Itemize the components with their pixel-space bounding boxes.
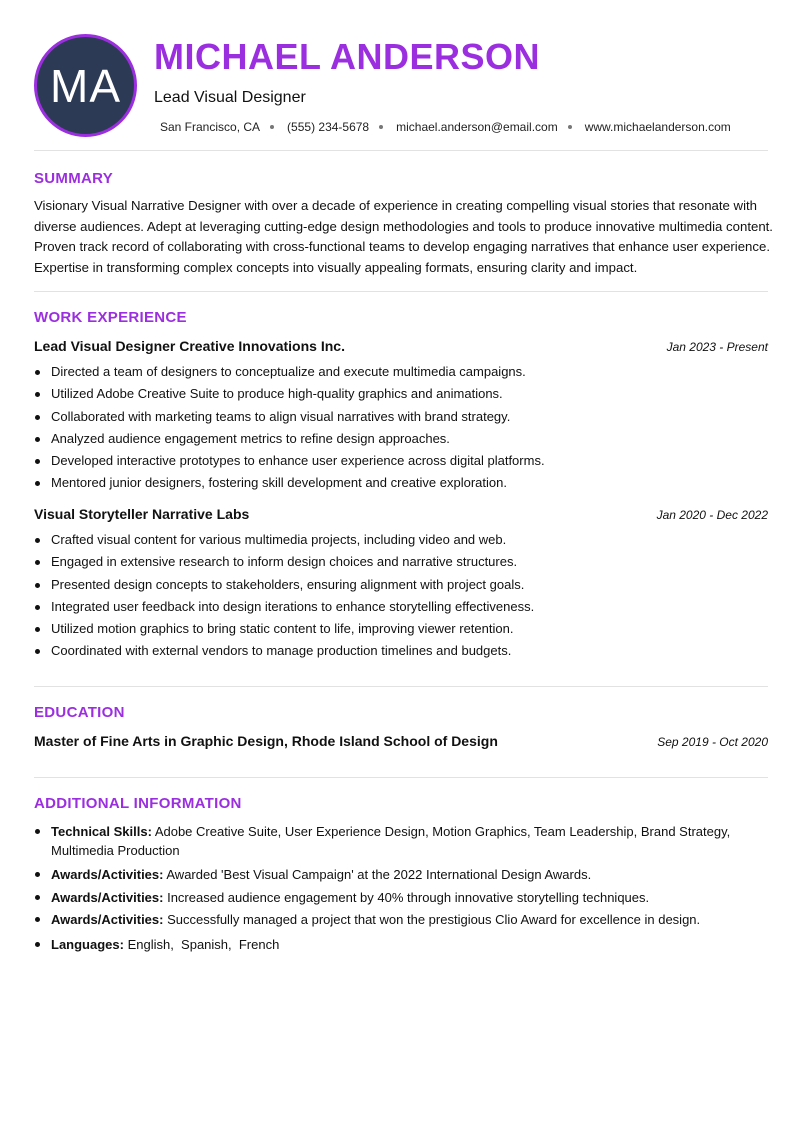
avatar xyxy=(34,34,137,137)
list-item xyxy=(51,910,771,929)
summary-text: Visionary Visual Narrative Designer with over a decade of experience in creating compelling visual stories that resonate with diverse audiences. Adept at leveraging cutting-edge design methodologies and tools to produce innovative multimedia content. Proven track record of collaborating with cross-functional teams to develop engaging narratives that enhance user experience. Expertise in transforming complex concepts into visually appealing formats, ensuring clarity and impact. xyxy=(34,198,773,275)
contact-line xyxy=(160,120,731,134)
info-text: Successfully managed a project that won the prestigious Clio Award for excellence in design. xyxy=(163,912,701,927)
list-item: Developed interactive prototypes to enhance user experience across digital platforms. xyxy=(51,450,771,472)
info-label: Languages: xyxy=(51,937,124,952)
separator-dot xyxy=(379,125,383,129)
summary-heading: SUMMARY xyxy=(34,170,114,187)
divider xyxy=(34,686,768,687)
education-degree: Master of Fine Arts in Graphic Design, Rhode Island School of Design xyxy=(34,733,498,749)
contact-location: San Francisco, CA xyxy=(160,120,261,134)
candidate-name: MICHAEL ANDERSON xyxy=(154,36,541,77)
info-text: Awarded 'Best Visual Campaign' at the 2022 International Design Awards. xyxy=(163,867,592,882)
list-item: Presented design concepts to stakeholders, ensuring alignment with project goals. xyxy=(51,574,771,596)
education-entry xyxy=(34,733,768,753)
list-item: Integrated user feedback into design iterations to enhance storytelling effectiveness. xyxy=(51,596,771,618)
list-item: Directed a team of designers to conceptualize and execute multimedia campaigns. xyxy=(51,361,771,383)
job-header xyxy=(34,506,768,526)
info-label: Awards/Activities: xyxy=(51,912,164,927)
contact-website[interactable]: www.michaelanderson.com xyxy=(584,120,731,134)
resume-header xyxy=(34,34,768,138)
job-dates: Jan 2020 - Dec 2022 xyxy=(656,508,768,522)
separator-dot xyxy=(568,125,572,129)
job-role: Lead Visual Designer Creative Innovations Inc. xyxy=(34,338,345,354)
info-text: Adobe Creative Suite, User Experience Design, Motion Graphics, Team Leadership, Brand Strategy, Multimedia Production xyxy=(51,824,731,858)
info-text: English, Spanish, French xyxy=(123,937,280,952)
contact-phone: (555) 234-5678 xyxy=(287,120,370,134)
job-bullets xyxy=(51,529,771,663)
separator-dot xyxy=(270,125,274,129)
list-item: Coordinated with external vendors to manage production timelines and budgets. xyxy=(51,640,771,662)
info-text: Increased audience engagement by 40% through innovative storytelling techniques. xyxy=(163,890,650,905)
list-item: Mentored junior designers, fostering skill development and creative exploration. xyxy=(51,472,771,494)
job-bullets xyxy=(51,361,771,495)
info-label: Technical Skills: xyxy=(51,824,152,839)
list-item: Analyzed audience engagement metrics to refine design approaches. xyxy=(51,428,771,450)
list-item: Utilized Adobe Creative Suite to produce high-quality graphics and animations. xyxy=(51,383,771,405)
list-item: Utilized motion graphics to bring static content to life, improving viewer retention. xyxy=(51,618,771,640)
list-item xyxy=(51,865,771,884)
list-item: Engaged in extensive research to inform design choices and narrative structures. xyxy=(51,551,771,573)
experience-heading: WORK EXPERIENCE xyxy=(34,309,187,326)
list-item: Collaborated with marketing teams to align visual narratives with brand strategy. xyxy=(51,406,771,428)
avatar-initials: MA xyxy=(50,59,121,112)
job-header xyxy=(34,338,768,358)
additional-list xyxy=(51,822,771,954)
info-label: Awards/Activities: xyxy=(51,867,164,882)
info-label: Awards/Activities: xyxy=(51,890,164,905)
education-heading: EDUCATION xyxy=(34,704,125,721)
additional-heading: ADDITIONAL INFORMATION xyxy=(34,795,242,812)
divider xyxy=(34,777,768,778)
job-role: Visual Storyteller Narrative Labs xyxy=(34,506,250,522)
list-item: Crafted visual content for various multimedia projects, including video and web. xyxy=(51,529,771,551)
divider xyxy=(34,291,768,292)
list-item xyxy=(51,888,771,907)
list-item xyxy=(51,822,771,860)
job-dates: Jan 2023 - Present xyxy=(666,340,768,354)
list-item xyxy=(51,935,771,954)
contact-email[interactable]: michael.anderson@email.com xyxy=(396,120,558,134)
candidate-title: Lead Visual Designer xyxy=(154,89,306,106)
education-dates: Sep 2019 - Oct 2020 xyxy=(657,735,768,749)
divider xyxy=(34,150,768,151)
